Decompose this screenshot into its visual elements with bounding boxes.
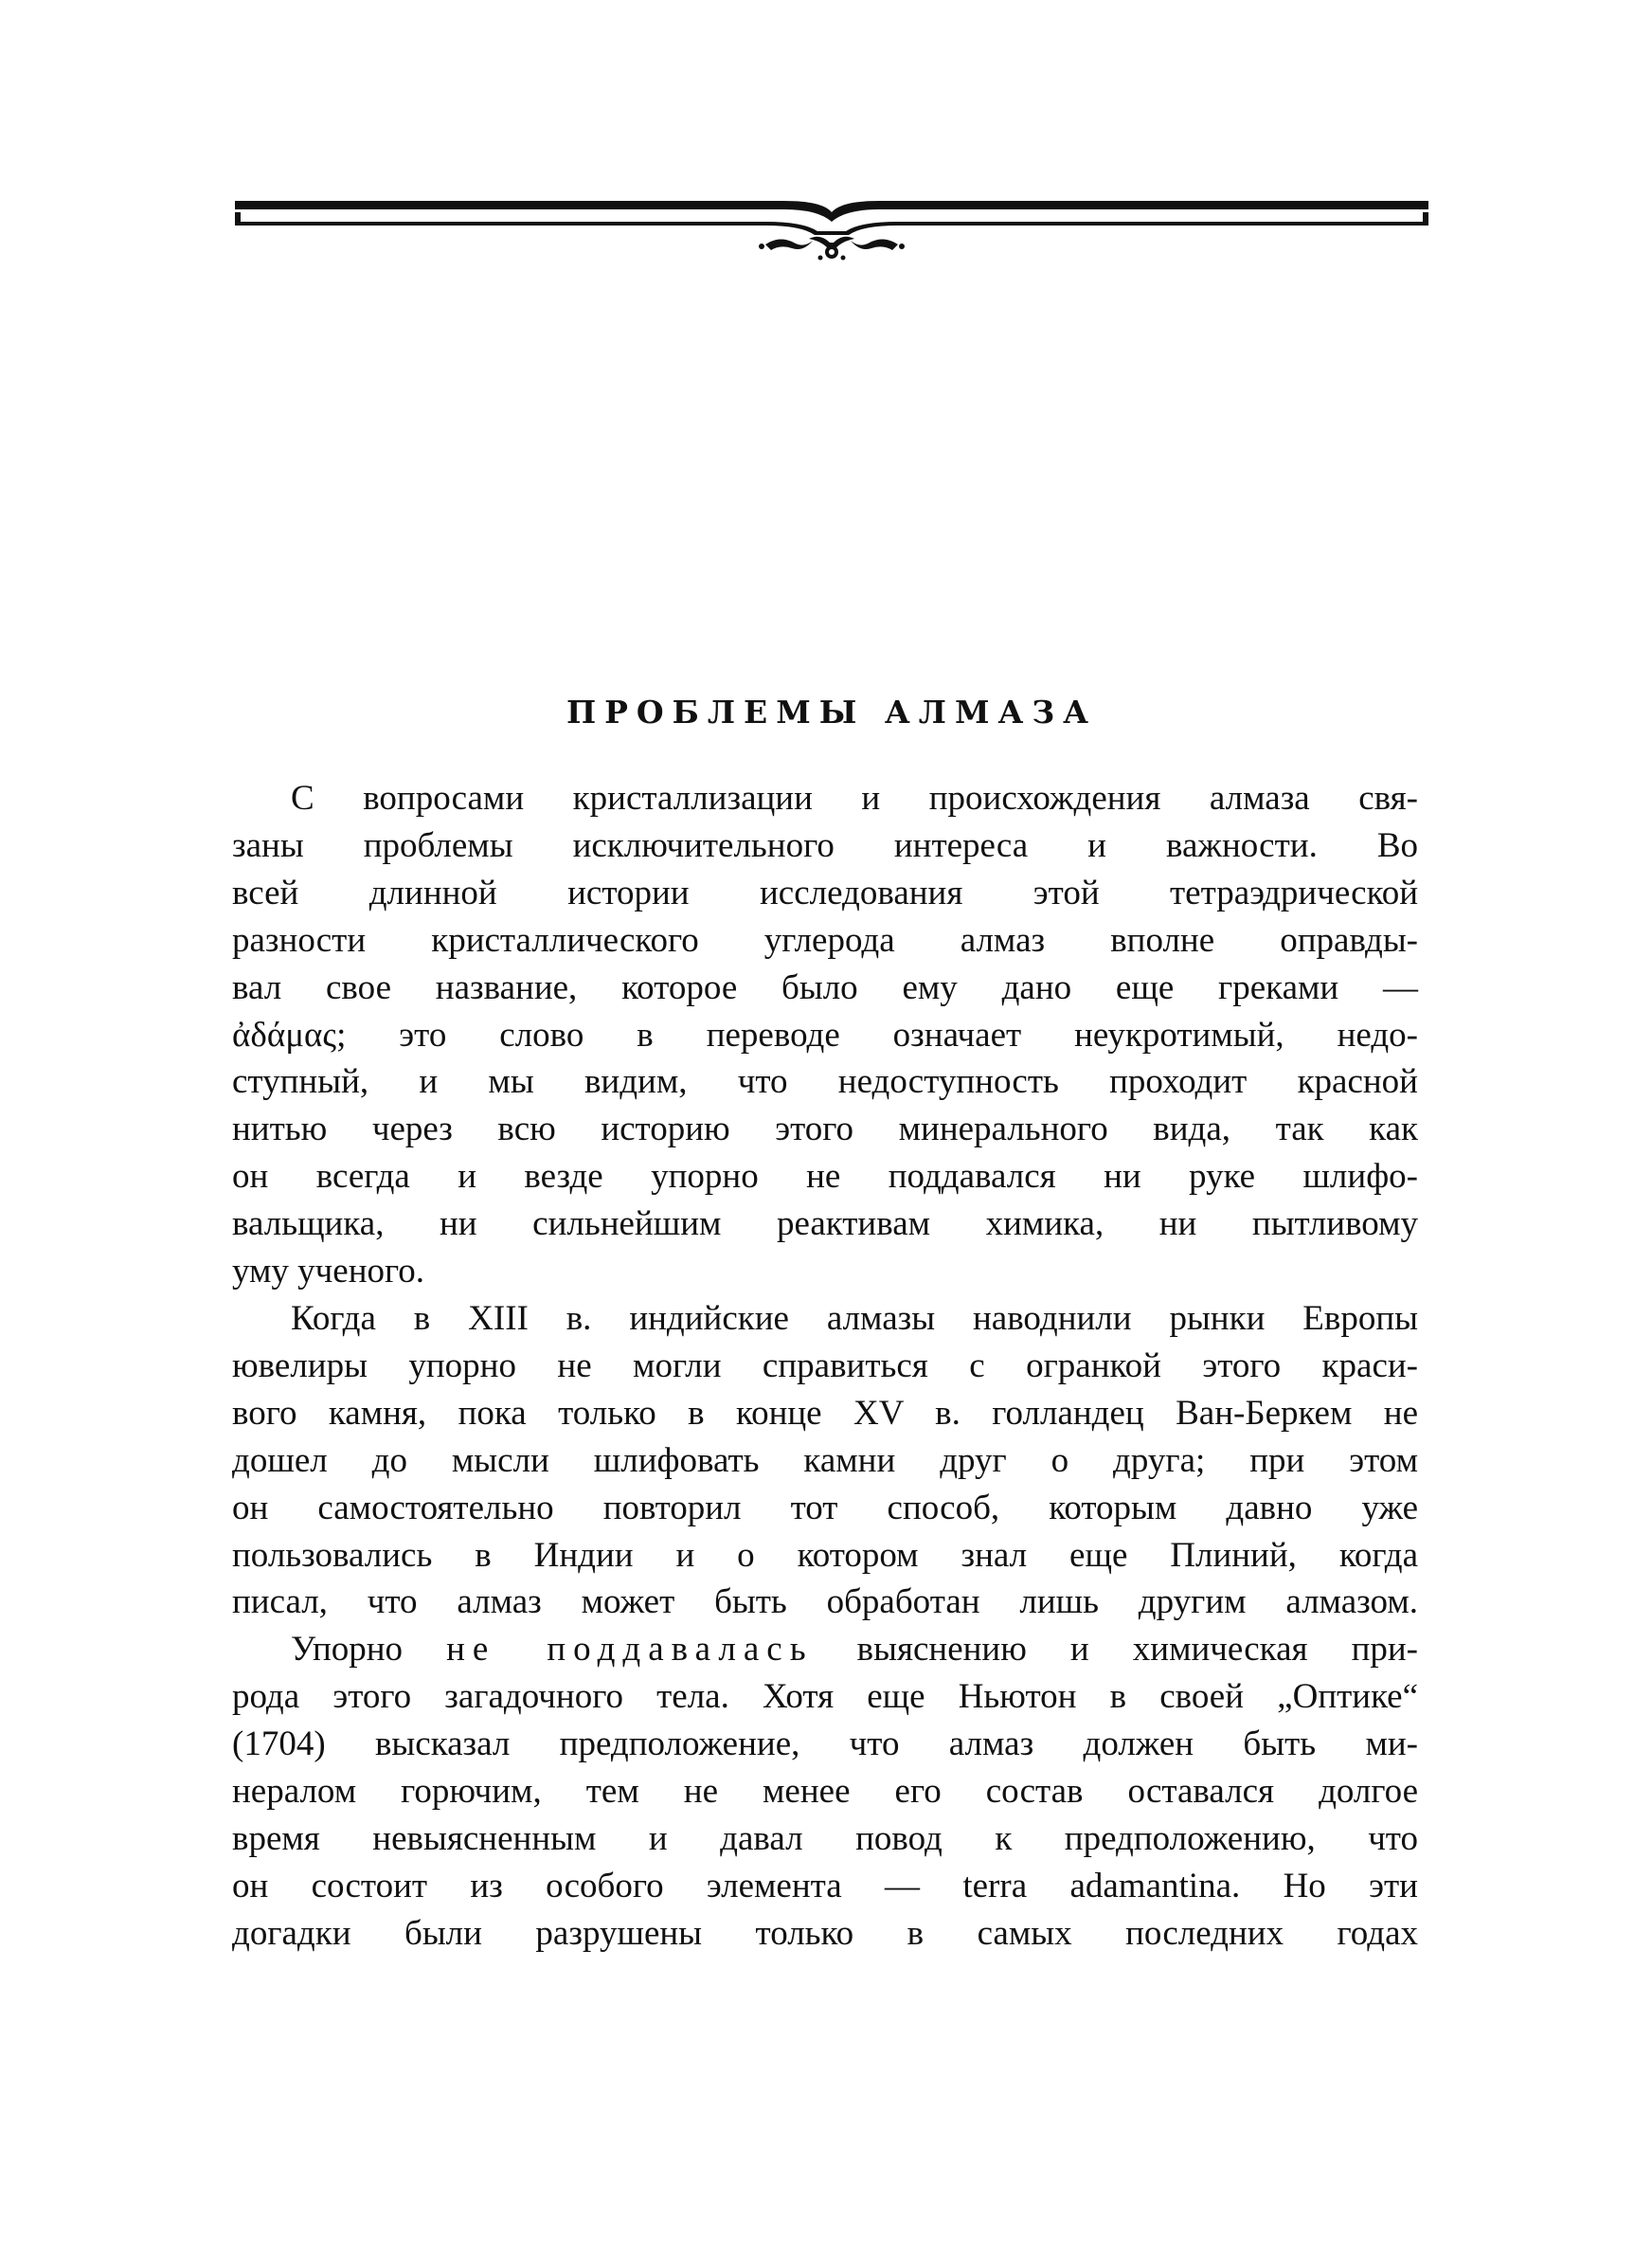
paragraph-1 [232,775,1418,1295]
paragraph-2 [232,1295,1418,1626]
text-line: всей длинной истории исследования этой тетраэдрической [232,873,1418,912]
text-line [232,1626,1418,1673]
text-line: писал, что алмаз может быть обработан лишь другим алмазом. [232,1582,1418,1622]
text-line: время невыясненным и давал повод к предположению, что [232,1818,1418,1858]
paragraph-3 [232,1626,1418,1957]
text-line: нитью через всю историю этого минерального вида, так как [232,1110,1418,1149]
text-line: вал свое название, которое было ему дано еще греками — [232,967,1418,1007]
chapter-title: ПРОБЛЕМЫ АЛМАЗА [566,694,1098,731]
text-line: он самостоятельно повторил тот способ, которым давно уже [232,1488,1418,1527]
text-line: пользовались в Индии и о котором знал еще Плиний, когда [232,1535,1418,1575]
ornament-flourish-icon [759,237,905,261]
text-line: рода этого загадочного тела. Хотя еще Ньютон в своей „Оптике“ [232,1677,1418,1717]
text-line: нералом горючим, тем не менее его состав оставался долгое [232,1772,1418,1812]
text-line: он всегда и везде упорно не поддавался ни руке шлифо- [232,1157,1418,1197]
text-line: ювелиры упорно не могли справиться с огранкой этого краси- [232,1345,1418,1385]
text-line: (1704) высказал предположение, что алмаз должен быть ми- [232,1724,1418,1764]
text-line: вого камня, пока только в конце XV в. голландец Ван-Беркем не [232,1393,1418,1433]
text-line: догадки были разрушены только в самых последних годах [232,1913,1418,1953]
ornamental-headpiece [235,193,1428,269]
text-line: Когда в XIII в. индийские алмазы наводнили рынки Европы [291,1298,1418,1338]
text-line: вальщика, ни сильнейшим реактивам химика, ни пытливому [232,1204,1418,1244]
text-run: выяснению и химическая при- [813,1630,1418,1670]
text-run: Упорно [291,1630,447,1670]
text-line: заны проблемы исключительного интереса и важности. Во [232,825,1418,865]
text-line: дошел до мысли шлифовать камни друг о друга; при этом [232,1440,1418,1480]
text-line: разности кристаллического углерода алмаз вполне оправды- [232,920,1418,960]
text-line: С вопросами кристаллизации и происхождения алмаза свя- [291,779,1418,818]
text-line: ἀδάμας; это слово в переводе означает неукротимый, недо- [232,1015,1418,1055]
body-text [232,775,1418,1958]
emphasis-spaced-text: не поддавалась [446,1630,814,1670]
text-line: уму ученого. [232,1252,425,1291]
text-line: он состоит из особого элемента — terra adamantina. Но эти [232,1866,1418,1905]
text-line: ступный, и мы видим, что недоступность проходит красной [232,1062,1418,1102]
